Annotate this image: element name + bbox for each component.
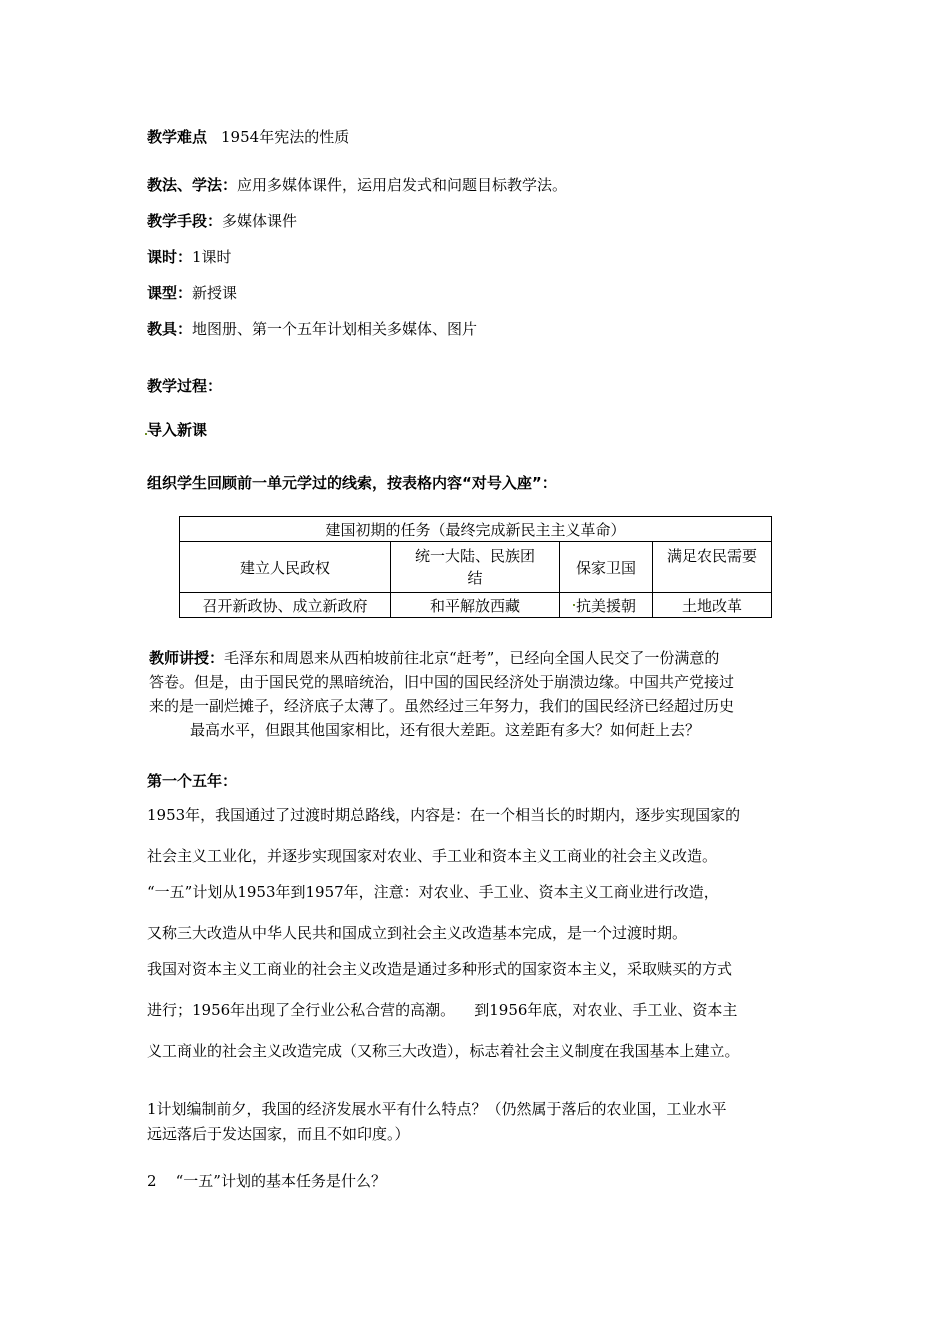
teacher-line: 来的是一副烂摊子，经济底子太薄了。虽然经过三年努力，我们的国民经济已经超过历史 xyxy=(149,697,735,715)
header-line: 保家卫国 xyxy=(575,558,636,577)
table-cell: 抗美援朝 xyxy=(560,593,653,618)
field-value: 1954年宪法的性质 xyxy=(221,128,350,146)
field-label: 课型： xyxy=(147,284,193,302)
table-cell: 召开新政协、成立新政府 xyxy=(180,593,391,618)
teacher-line xyxy=(149,646,809,670)
table-header-cell xyxy=(391,542,560,593)
table-header-cell xyxy=(653,542,772,593)
field-label: 课时： xyxy=(147,248,193,266)
field-methods xyxy=(147,175,567,195)
field-tools xyxy=(147,319,477,339)
teacher-line: 最高水平，但跟其他国家相比，还有很大差距。这差距有多大？如何赶上去？ xyxy=(190,721,701,739)
header-line: 满足农民需要 xyxy=(666,547,757,565)
teacher-label: 教师讲授： xyxy=(149,649,225,667)
field-label: 教具： xyxy=(147,320,193,338)
header-line: 统一大陆、民族团 xyxy=(414,547,535,565)
body-line: 1953年，我国通过了过渡时期总路线，内容是：在一个相当长的时期内，逐步实现国家的 xyxy=(147,806,741,824)
body-line: 我国对资本主义工商业的社会主义改造是通过多种形式的国家资本主义，采取赎买的方式 xyxy=(147,960,733,978)
marker-dot xyxy=(573,604,575,606)
field-label: 教法、学法： xyxy=(147,176,238,194)
intro-title: 导入新课 xyxy=(147,421,208,439)
field-label: 教学难点 xyxy=(147,128,208,146)
body-line: 又称三大改造从中华人民共和国成立到社会主义改造基本完成，是一个过渡时期。 xyxy=(147,924,688,942)
process-title: 教学过程： xyxy=(147,377,223,395)
header-line: 结 xyxy=(467,569,483,587)
table-header-cell xyxy=(560,542,653,593)
five-year-title: 第一个五年： xyxy=(147,772,238,790)
table-title: 建国初期的任务（最终完成新民主主义革命） xyxy=(180,517,772,542)
field-type xyxy=(147,283,237,303)
field-value: 1课时 xyxy=(192,248,232,266)
field-value: 多媒体课件 xyxy=(222,212,298,230)
table-cell: 和平解放西藏 xyxy=(391,593,560,618)
table-header-cell xyxy=(180,542,391,593)
teacher-text: 毛泽东和周恩来从西柏坡前往北京“赶考”，已经向全国人民交了一份满意的 xyxy=(224,649,720,667)
teacher-line: 答卷。但是，由于国民党的黑暗统治，旧中国的国民经济处于崩溃边缘。中国共产党接过 xyxy=(149,673,735,691)
body-line: “一五”计划从1953年到1957年，注意：对农业、手工业、资本主义工商业进行改造， xyxy=(147,883,719,901)
teacher-lecture xyxy=(149,646,809,742)
tasks-table xyxy=(179,516,772,618)
question-2: 2 “一五”计划的基本任务是什么？ xyxy=(147,1172,386,1190)
header-line: 建立人民政权 xyxy=(239,558,330,577)
field-label: 教学手段： xyxy=(147,212,223,230)
question-1-line: 远远落后于发达国家，而且不如印度。） xyxy=(147,1125,410,1143)
question-1-line: 1计划编制前夕，我国的经济发展水平有什么特点？（仍然属于落后的农业国，工业水平 xyxy=(147,1100,727,1118)
field-difficulty xyxy=(147,127,349,147)
body-line: 义工商业的社会主义改造完成（又称三大改造），标志着社会主义制度在我国基本上建立。 xyxy=(147,1042,740,1060)
body-line: 进行；1956年出现了全行业公私合营的高潮。 到1956年底，对农业、手工业、资本主 xyxy=(147,1001,738,1019)
instruction: 组织学生回顾前一单元学过的线索，按表格内容“对号入座”： xyxy=(147,474,557,492)
field-means xyxy=(147,211,297,231)
table-cell: 土地改革 xyxy=(653,593,772,618)
body-line: 社会主义工业化，并逐步实现国家对农业、手工业和资本主义工商业的社会主义改造。 xyxy=(147,847,718,865)
field-value: 应用多媒体课件，运用启发式和问题目标教学法。 xyxy=(237,176,568,194)
field-hours xyxy=(147,247,232,267)
field-value: 地图册、第一个五年计划相关多媒体、图片 xyxy=(192,320,478,338)
field-value: 新授课 xyxy=(192,284,238,302)
